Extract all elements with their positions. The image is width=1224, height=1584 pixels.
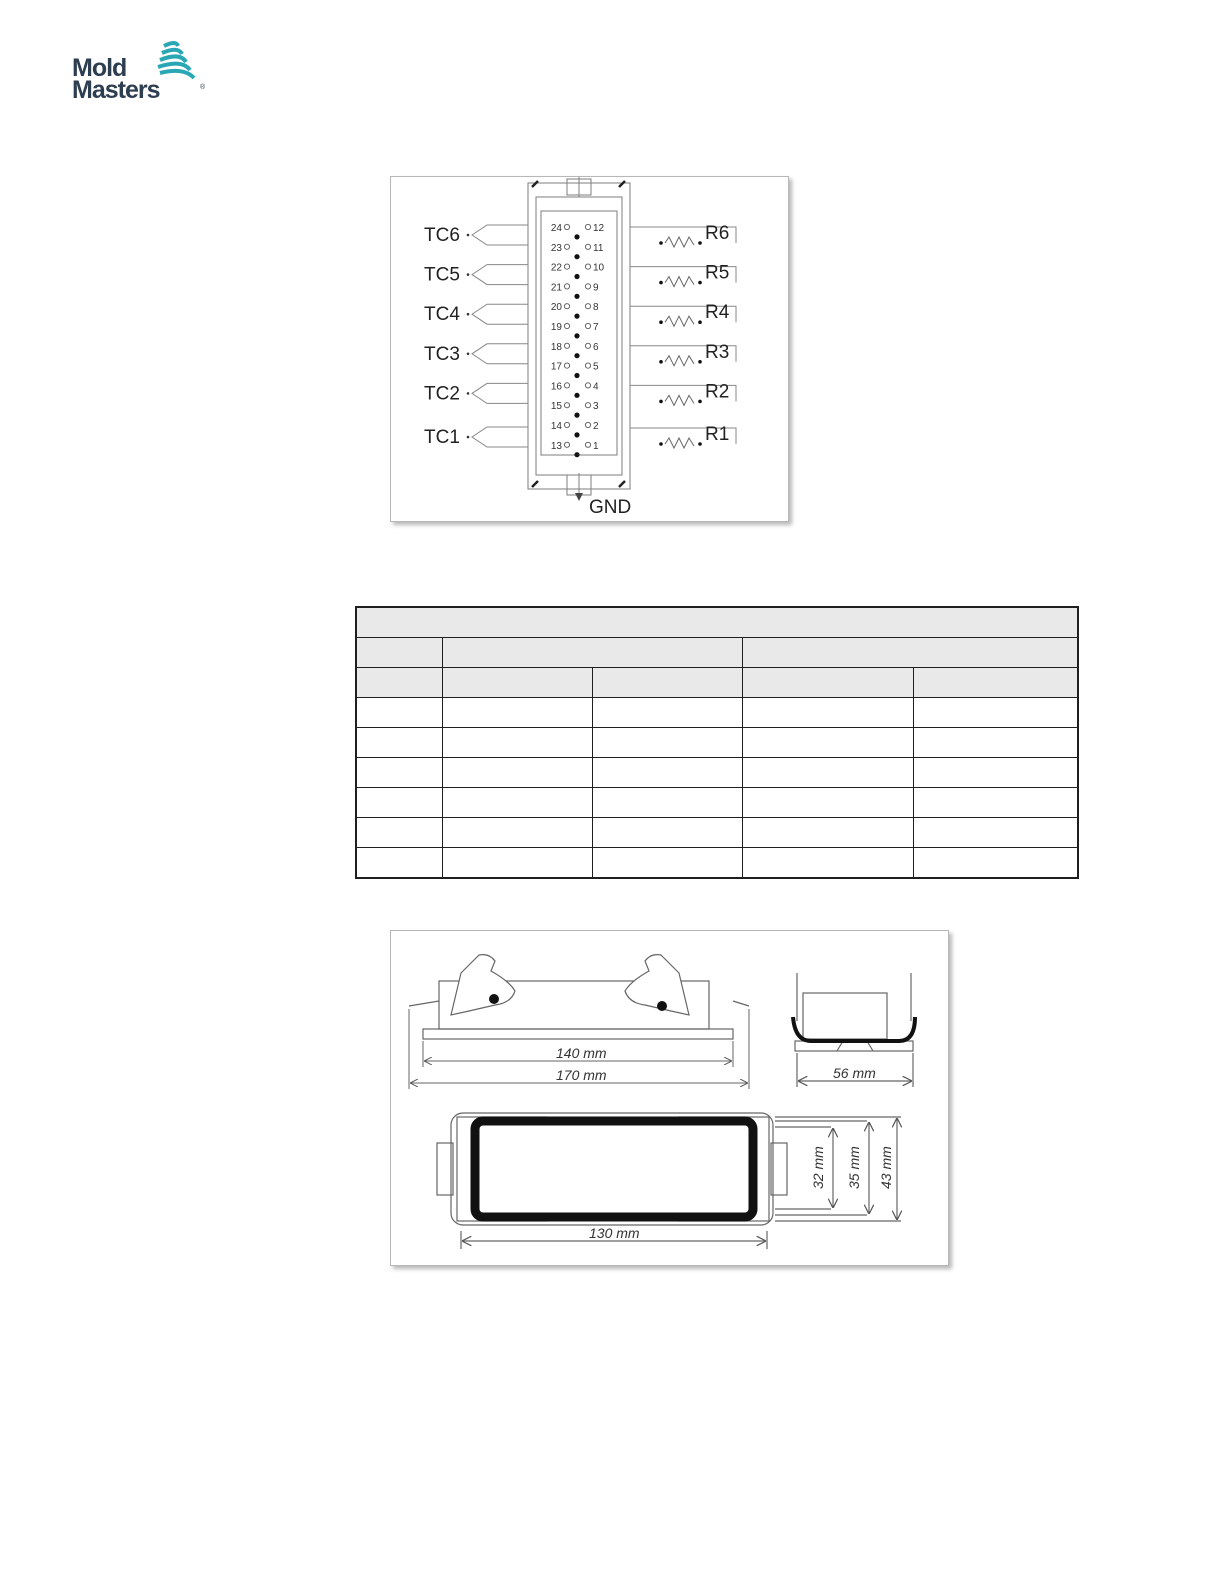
lever-pivot-right	[657, 1001, 667, 1011]
pin-number-right: 9	[593, 282, 599, 294]
heater-label: R2	[705, 381, 730, 403]
heater-resistor	[665, 277, 694, 287]
table-cell	[442, 698, 592, 728]
heater-resistor	[665, 316, 694, 326]
heater-resistor	[665, 395, 694, 405]
thermocouple-junction	[467, 234, 470, 237]
table-cell	[742, 848, 913, 879]
table-cell	[913, 818, 1078, 848]
wiring-dot	[574, 254, 579, 259]
thermocouple-junction	[467, 436, 470, 439]
table-cell	[592, 698, 742, 728]
table-cell	[913, 728, 1078, 758]
thermocouple-wire	[472, 265, 528, 285]
thermocouple-junction	[467, 392, 470, 395]
table-cell	[742, 818, 913, 848]
table-cell	[592, 848, 742, 879]
pin-number-left: 14	[550, 421, 562, 432]
table-cell	[742, 668, 913, 698]
thermocouple-wire	[472, 383, 528, 403]
thermocouple-label: TC5	[424, 264, 460, 286]
table-cell	[356, 607, 1078, 638]
heater-resistor	[665, 356, 694, 366]
table-cell	[442, 638, 742, 668]
heater-terminal	[698, 400, 702, 404]
pin-contact	[585, 442, 590, 447]
heater-terminal	[659, 241, 663, 245]
base-length-label: 130 mm	[589, 1225, 640, 1241]
overall-length-label: 170 mm	[556, 1067, 607, 1083]
table-cell	[913, 668, 1078, 698]
table-cell	[356, 728, 442, 758]
table-cell	[913, 698, 1078, 728]
table-cell	[592, 788, 742, 818]
wiring-dot	[574, 274, 579, 279]
wiring-dot	[574, 413, 579, 418]
pin-contact	[585, 323, 590, 328]
table-cell	[442, 728, 592, 758]
ground-arrow	[575, 493, 583, 501]
table-cell	[913, 848, 1078, 879]
table-column-header-row	[356, 668, 1078, 698]
connector-pinout-figure	[390, 176, 789, 522]
heater-terminal	[659, 320, 663, 324]
table-cell	[913, 758, 1078, 788]
pin-contact	[585, 264, 590, 269]
width-label: 56 mm	[833, 1065, 876, 1081]
pin-contact	[564, 284, 569, 289]
pin-number-right: 5	[593, 361, 599, 373]
lever-pivot-left	[489, 994, 499, 1004]
pin-number-right: 4	[593, 381, 599, 393]
wiring-dot	[574, 452, 579, 457]
table-cell	[356, 698, 442, 728]
wiring-dot	[574, 333, 579, 338]
pin-contact	[585, 403, 590, 408]
heater-terminal	[698, 281, 702, 285]
thermocouple-label: TC3	[424, 343, 460, 365]
pin-contact	[564, 244, 569, 249]
wiring-dot	[574, 234, 579, 239]
heater-terminal	[659, 281, 663, 285]
pin-number-left: 19	[550, 322, 562, 333]
heater-terminal	[698, 442, 702, 446]
table-row	[356, 698, 1078, 728]
pin-number-left: 17	[550, 361, 562, 373]
pin-number-right: 2	[593, 421, 599, 432]
table-cell	[356, 818, 442, 848]
pin-number-right: 7	[593, 322, 599, 333]
side-view	[409, 955, 749, 1039]
thermocouple-label: TC1	[424, 427, 460, 448]
pin-number-left: 13	[550, 440, 562, 452]
wiring-dot	[574, 353, 579, 358]
table-cell	[592, 668, 742, 698]
table-cell	[442, 848, 592, 879]
thermocouple-wire	[472, 304, 528, 324]
pin-contact	[564, 304, 569, 309]
thermocouple-junction	[467, 313, 470, 316]
pin-contact	[585, 224, 590, 229]
thermocouple-label: TC2	[424, 383, 460, 405]
heater-terminal	[698, 360, 702, 364]
table-cell	[742, 758, 913, 788]
pin-contact	[585, 244, 590, 249]
table-row	[356, 848, 1078, 879]
table-cell	[592, 758, 742, 788]
pin-number-right: 10	[593, 262, 605, 274]
table-row	[356, 788, 1078, 818]
thermocouple-wire	[472, 427, 528, 447]
heater-terminal	[698, 241, 702, 245]
connector-dimensions-diagram	[391, 931, 948, 1265]
ground-label: GND	[589, 497, 632, 518]
pin-number-left: 15	[550, 401, 562, 413]
heater-label: R3	[705, 341, 730, 363]
table-cell	[442, 788, 592, 818]
pin-number-left: 23	[550, 242, 562, 254]
end-view-seal	[793, 1017, 915, 1041]
pin-contact	[585, 343, 590, 348]
heater-resistor	[665, 438, 694, 448]
table-cell	[742, 698, 913, 728]
heater-terminal	[659, 360, 663, 364]
thermocouple-junction	[467, 273, 470, 276]
pin-number-right: 6	[593, 341, 599, 353]
table-cell	[356, 788, 442, 818]
thermocouple-junction	[467, 353, 470, 356]
pin-contact	[564, 442, 569, 447]
table-cell	[742, 788, 913, 818]
pin-contact	[585, 284, 590, 289]
table-group-header-row	[356, 638, 1078, 668]
pins-layer	[551, 223, 605, 457]
height-b-label: 35 mm	[846, 1146, 862, 1189]
table-cell	[356, 638, 442, 668]
thermocouple-layer	[424, 225, 528, 448]
wiring-dot	[574, 393, 579, 398]
wiring-dot	[574, 373, 579, 378]
pin-number-left: 16	[550, 381, 562, 393]
logo-text-line1: Mold	[72, 54, 127, 82]
height-a-label: 32 mm	[810, 1146, 826, 1189]
table-cell	[356, 848, 442, 879]
table-cell	[913, 788, 1078, 818]
table-cell	[356, 668, 442, 698]
connector-dimensions-figure	[390, 930, 949, 1266]
thermocouple-wire	[472, 344, 528, 364]
table-title-row	[356, 607, 1078, 638]
height-c-label: 43 mm	[878, 1146, 894, 1189]
pin-number-right: 11	[593, 242, 604, 254]
pin-contact	[564, 264, 569, 269]
table-row	[356, 758, 1078, 788]
wiring-table	[355, 606, 1079, 879]
table-cell	[356, 758, 442, 788]
pin-number-left: 22	[550, 262, 562, 274]
table-cell	[442, 818, 592, 848]
logo-text-line2: Masters	[72, 76, 160, 104]
heater-terminal	[659, 400, 663, 404]
table-cell	[592, 818, 742, 848]
pin-contact	[564, 422, 569, 427]
thermocouple-label: TC4	[424, 304, 460, 326]
logo-mark-icon	[156, 40, 196, 80]
thermocouple-label: TC6	[424, 225, 460, 246]
pin-number-left: 18	[550, 341, 562, 353]
pin-contact	[564, 403, 569, 408]
pin-contact	[585, 304, 590, 309]
table-cell	[592, 728, 742, 758]
pin-number-right: 3	[593, 401, 599, 413]
pin-number-right: 8	[593, 302, 599, 314]
table-cell	[742, 638, 1078, 668]
heater-label: R1	[705, 424, 730, 445]
table-cell	[742, 728, 913, 758]
heater-label: R5	[705, 262, 730, 284]
pin-contact	[564, 224, 569, 229]
heater-label: R4	[705, 302, 730, 324]
pin-contact	[564, 383, 569, 388]
wiring-dot	[574, 314, 579, 319]
thermocouple-wire	[472, 225, 528, 245]
bottom-view-gasket	[475, 1121, 753, 1217]
pin-contact	[585, 383, 590, 388]
pin-contact	[564, 343, 569, 348]
pin-contact	[564, 323, 569, 328]
pin-number-right: 1	[593, 440, 599, 452]
inner-length-label: 140 mm	[556, 1045, 607, 1061]
pin-contact	[585, 422, 590, 427]
logo-registered-mark: ®	[200, 84, 206, 91]
heater-terminal	[659, 442, 663, 446]
heater-label: R6	[705, 223, 730, 244]
table-row	[356, 728, 1078, 758]
heater-layer	[630, 223, 736, 448]
pin-contact	[564, 363, 569, 368]
table-cell	[442, 758, 592, 788]
heater-terminal	[698, 320, 702, 324]
pin-number-left: 24	[550, 223, 562, 234]
table-row	[356, 818, 1078, 848]
mold-masters-logo	[72, 40, 212, 102]
pin-number-right: 12	[593, 223, 605, 234]
connector-pinout-diagram	[391, 177, 788, 521]
wiring-dot	[574, 294, 579, 299]
heater-resistor	[665, 237, 694, 247]
table-cell	[442, 668, 592, 698]
pin-contact	[585, 363, 590, 368]
wiring-dot	[574, 432, 579, 437]
pin-number-left: 21	[550, 282, 562, 294]
pin-number-left: 20	[550, 302, 562, 314]
